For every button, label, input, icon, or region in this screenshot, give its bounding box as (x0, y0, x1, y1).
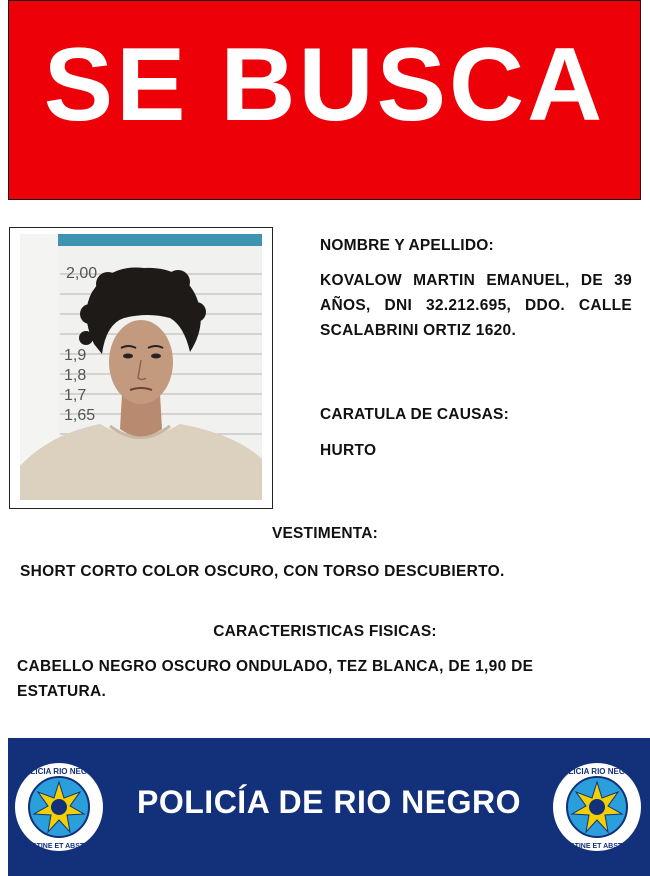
clothing-value: SHORT CORTO COLOR OSCURO, CON TORSO DESCUBIERTO. (20, 563, 505, 580)
wanted-banner (8, 0, 641, 200)
seal-top-text: POLICIA RIO NEGRO (18, 767, 100, 776)
charges-value: HURTO (320, 442, 377, 459)
seal-bottom-text: SUSTINE ET ABSTINE (22, 843, 96, 850)
features-label: CARACTERISTICAS FISICAS: (213, 623, 437, 640)
suspect-mugshot-photo (20, 234, 262, 500)
police-footer (8, 738, 650, 876)
banner-title: SE BUSCA (43, 27, 606, 143)
charges-label: CARATULA DE CAUSAS: (320, 406, 509, 423)
height-mark: 2,00 (66, 265, 98, 282)
photo-frame (9, 227, 273, 509)
features-line: CABELLO NEGRO OSCURO ONDULADO, TEZ BLANCA, DE 1,90 DE (17, 658, 534, 675)
seal-top-text: POLICIA RIO NEGRO (556, 767, 638, 776)
clothing-label: VESTIMENTA: (271, 525, 379, 542)
footer-title: POLICÍA DE RIO NEGRO (137, 784, 521, 820)
name-label: NOMBRE Y APELLIDO: (320, 237, 494, 254)
name-line: AÑOS, DNI 32.212.695, DDO. CALLE (320, 297, 632, 314)
police-seal-icon (550, 760, 644, 854)
height-mark: 1,65 (64, 407, 96, 424)
seal-bottom-text: SUSTINE ET ABSTINE (560, 843, 634, 850)
name-details (320, 268, 632, 343)
features-value (17, 654, 533, 704)
name-line: SCALABRINI ORTIZ 1620. (320, 322, 517, 339)
height-mark: 1,8 (64, 367, 87, 384)
name-line: KOVALOW MARTIN EMANUEL, DE 39 (320, 272, 632, 289)
features-line: ESTATURA. (17, 683, 107, 700)
height-mark: 1,9 (64, 347, 87, 364)
height-mark: 1,7 (64, 387, 87, 404)
